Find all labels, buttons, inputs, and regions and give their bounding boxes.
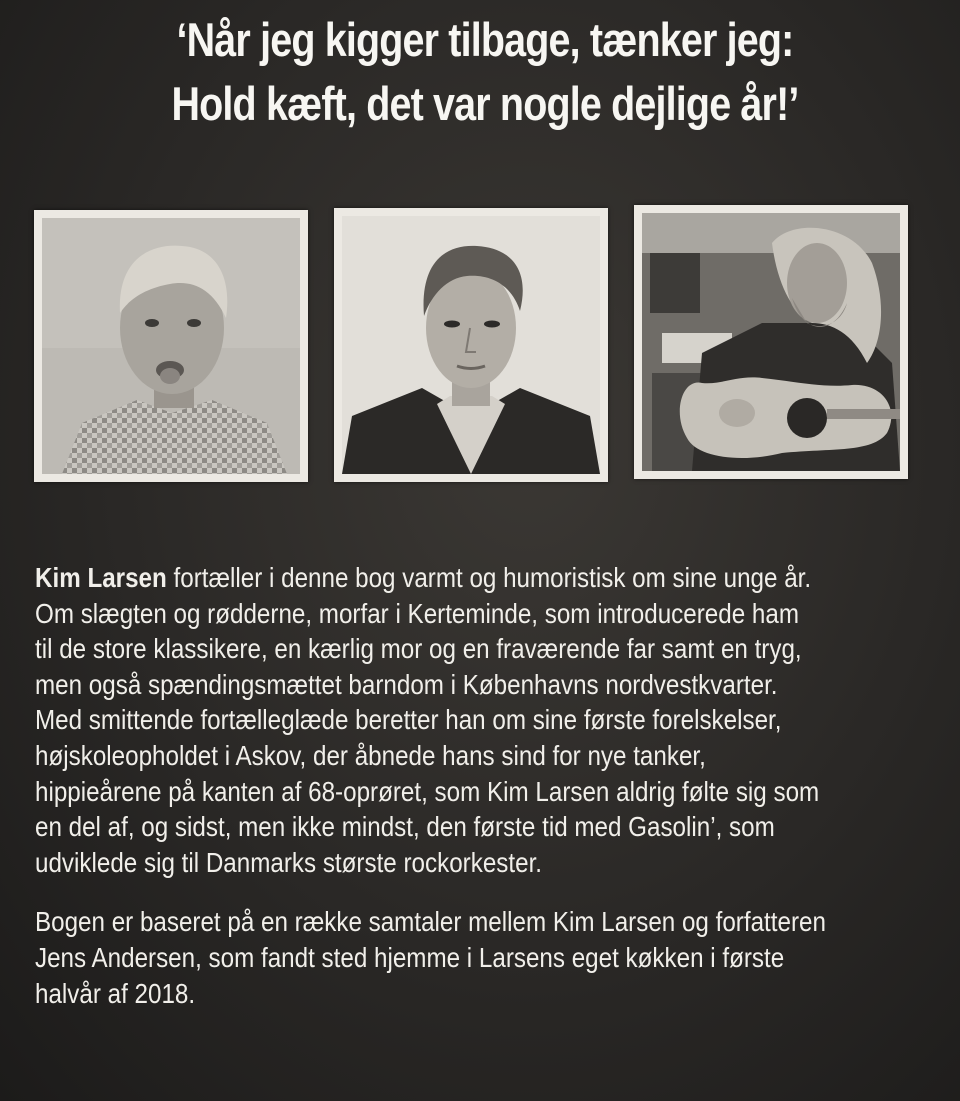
text-line: Bogen er baseret på en række samtaler mellem Kim Larsen og forfatteren (35, 906, 826, 938)
text-line: til de store klassikere, en kærlig mor og en fraværende far samt en tryg, (35, 633, 802, 665)
author-name: Kim Larsen (35, 562, 167, 593)
headline-line-2: Hold kæft, det var nogle dejlige år!’ (171, 77, 799, 130)
text-line: Om slægten og rødderne, morfar i Kerteminde, som introducerede ham (35, 597, 799, 629)
description-paragraph-2 (35, 904, 826, 1011)
text-line: højskoleopholdet i Askov, der åbnede hans sind for nye tanker, (35, 739, 706, 771)
teen-portrait-image (342, 216, 600, 474)
headline-quote (128, 8, 842, 136)
headline-line-1: ‘Når jeg kigger tilbage, tænker jeg: (176, 13, 794, 66)
text-line: Med smittende fortælleglæde beretter han om sine første forelskelser, (35, 704, 782, 736)
text-line (35, 560, 818, 596)
book-description (35, 560, 826, 1011)
text-line: Jens Andersen, som fandt sted hjemme i Larsens eget køkken i første (35, 941, 785, 973)
description-paragraph-1 (35, 560, 818, 880)
child-portrait-image (42, 218, 300, 474)
text-line-rest: fortæller i denne bog varmt og humoristisk om sine unge år. (166, 562, 812, 593)
text-line: halvår af 2018. (35, 977, 196, 1009)
child-portrait-photo (34, 210, 308, 482)
text-line: men også spændingsmættet barndom i Københavns nordvestkvarter. (35, 668, 778, 700)
teen-portrait-photo (334, 208, 608, 482)
guitarist-image (642, 213, 900, 471)
guitarist-photo (634, 205, 908, 479)
text-line: hippieårene på kanten af 68-oprøret, som Kim Larsen aldrig følte sig som (35, 775, 820, 807)
text-line: en del af, og sidst, men ikke mindst, den første tid med Gasolin’, som (35, 811, 775, 843)
text-line: udviklede sig til Danmarks største rockorkester. (35, 846, 543, 878)
